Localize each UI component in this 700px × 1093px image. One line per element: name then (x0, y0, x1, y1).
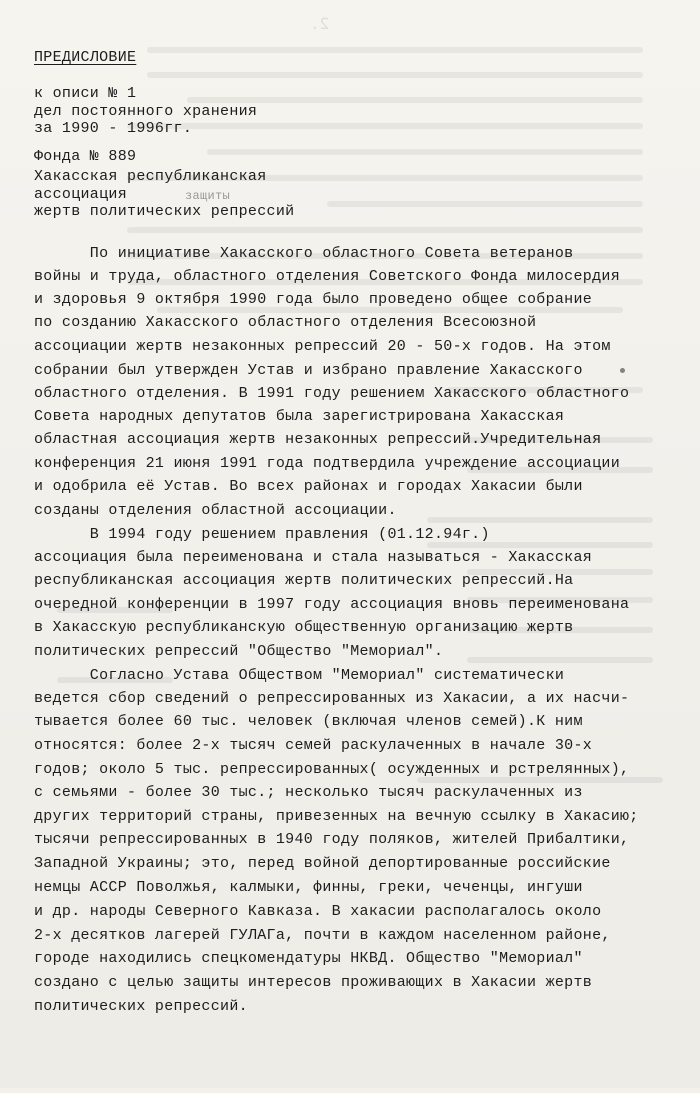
body-line: в Хакасскую республиканскую общественную организацию жертв (34, 619, 574, 636)
body-line: ассоциации жертв незаконных репрессий 20 - 50-х годов. На этом (34, 338, 611, 355)
org-line: ассоциация (34, 186, 128, 203)
body-line: политических репрессий. (34, 998, 248, 1015)
body-line: республиканская ассоциация жертв политических репрессий.На (34, 572, 574, 589)
body-line: Совета народных депутатов была зарегистрирована Хакасская (34, 408, 565, 425)
stamp-overlay-text: защиты (185, 189, 231, 203)
body-line: по созданию Хакасского областного отделения Всесоюзной (34, 314, 537, 331)
body-line: относятся: более 2-х тысяч семей раскулаченных в начале 30-х (34, 737, 593, 754)
body-line: Согласно Устава Обществом "Мемориал" систематически (34, 667, 565, 684)
body-line: годов; около 5 тыс. репрессированных( осужденных и рстрелянных), (34, 761, 630, 778)
body-line: областная ассоциация жертв незаконных репрессий.Учредительная (34, 431, 602, 448)
body-line: тысячи репрессированных в 1940 году поляков, жителей Прибалтики, (34, 831, 630, 848)
org-line: Хакасская республиканская (34, 168, 267, 185)
body-line: созданы отделения областной ассоциации. (34, 502, 397, 519)
body-line: других территорий страны, привезенных на вечную ссылку в Хакасию; (34, 808, 639, 825)
body-line: 2-х десятков лагерей ГУЛАГа, почти в каждом населенном районе, (34, 927, 611, 944)
body-line: городе находились спецкомендатуры НКВД. Общество "Мемориал" (34, 950, 583, 967)
body-line: и др. народы Северного Кавказа. В хакасии располагалось около (34, 903, 602, 920)
body-line: ведется сбор сведений о репрессированных из Хакасии, а их насчи- (34, 690, 630, 707)
body-line: ассоциация была переименована и стала называться - Хакасская (34, 549, 593, 566)
header-line: дел постоянного хранения (34, 103, 258, 120)
body-line: создано с целью защиты интересов проживающих в Хакасии жертв (34, 974, 593, 991)
body-line: политических репрессий "Общество "Мемориал". (34, 643, 444, 660)
org-line: жертв политических репрессий (34, 203, 295, 220)
body-line: тывается более 60 тыс. человек (включая членов семей).К ним (34, 713, 583, 730)
body-line: конференция 21 июня 1991 года подтвердила учреждение ассоциации (34, 455, 620, 472)
fond-number: Фонда № 889 (34, 148, 137, 165)
heading-title: ПРЕДИСЛОВИЕ (34, 49, 137, 66)
body-line: с семьями - более 30 тыс.; несколько тысяч раскулаченных из (34, 784, 583, 801)
header-line: за 1990 - 1996гг. (34, 120, 193, 137)
body-line: По инициативе Хакасского областного Совета ветеранов (34, 245, 574, 262)
body-line: и одобрила её Устав. Во всех районах и городах Хакасии были (34, 478, 583, 495)
body-line: войны и труда, областного отделения Советского Фонда милосердия (34, 268, 620, 285)
body-line: и здоровья 9 октября 1990 года было проведено общее собрание (34, 291, 593, 308)
body-line: немцы АССР Поволжья, калмыки, финны, греки, чеченцы, ингуши (34, 879, 583, 896)
body-line: очередной конференции в 1997 году ассоциация вновь переименована (34, 596, 630, 613)
body-line: Западной Украины; это, перед войной депортированные российские (34, 855, 611, 872)
body-line: В 1994 году решением правления (01.12.94г.) (34, 526, 490, 543)
header-line: к описи № 1 (34, 85, 137, 102)
body-line: областного отделения. В 1991 году решением Хакасского областного (34, 385, 630, 402)
ink-speck (620, 368, 625, 373)
body-line: собрании был утвержден Устав и избрано правление Хакасского (34, 362, 583, 379)
ghost-page-number: 2. (310, 14, 330, 33)
